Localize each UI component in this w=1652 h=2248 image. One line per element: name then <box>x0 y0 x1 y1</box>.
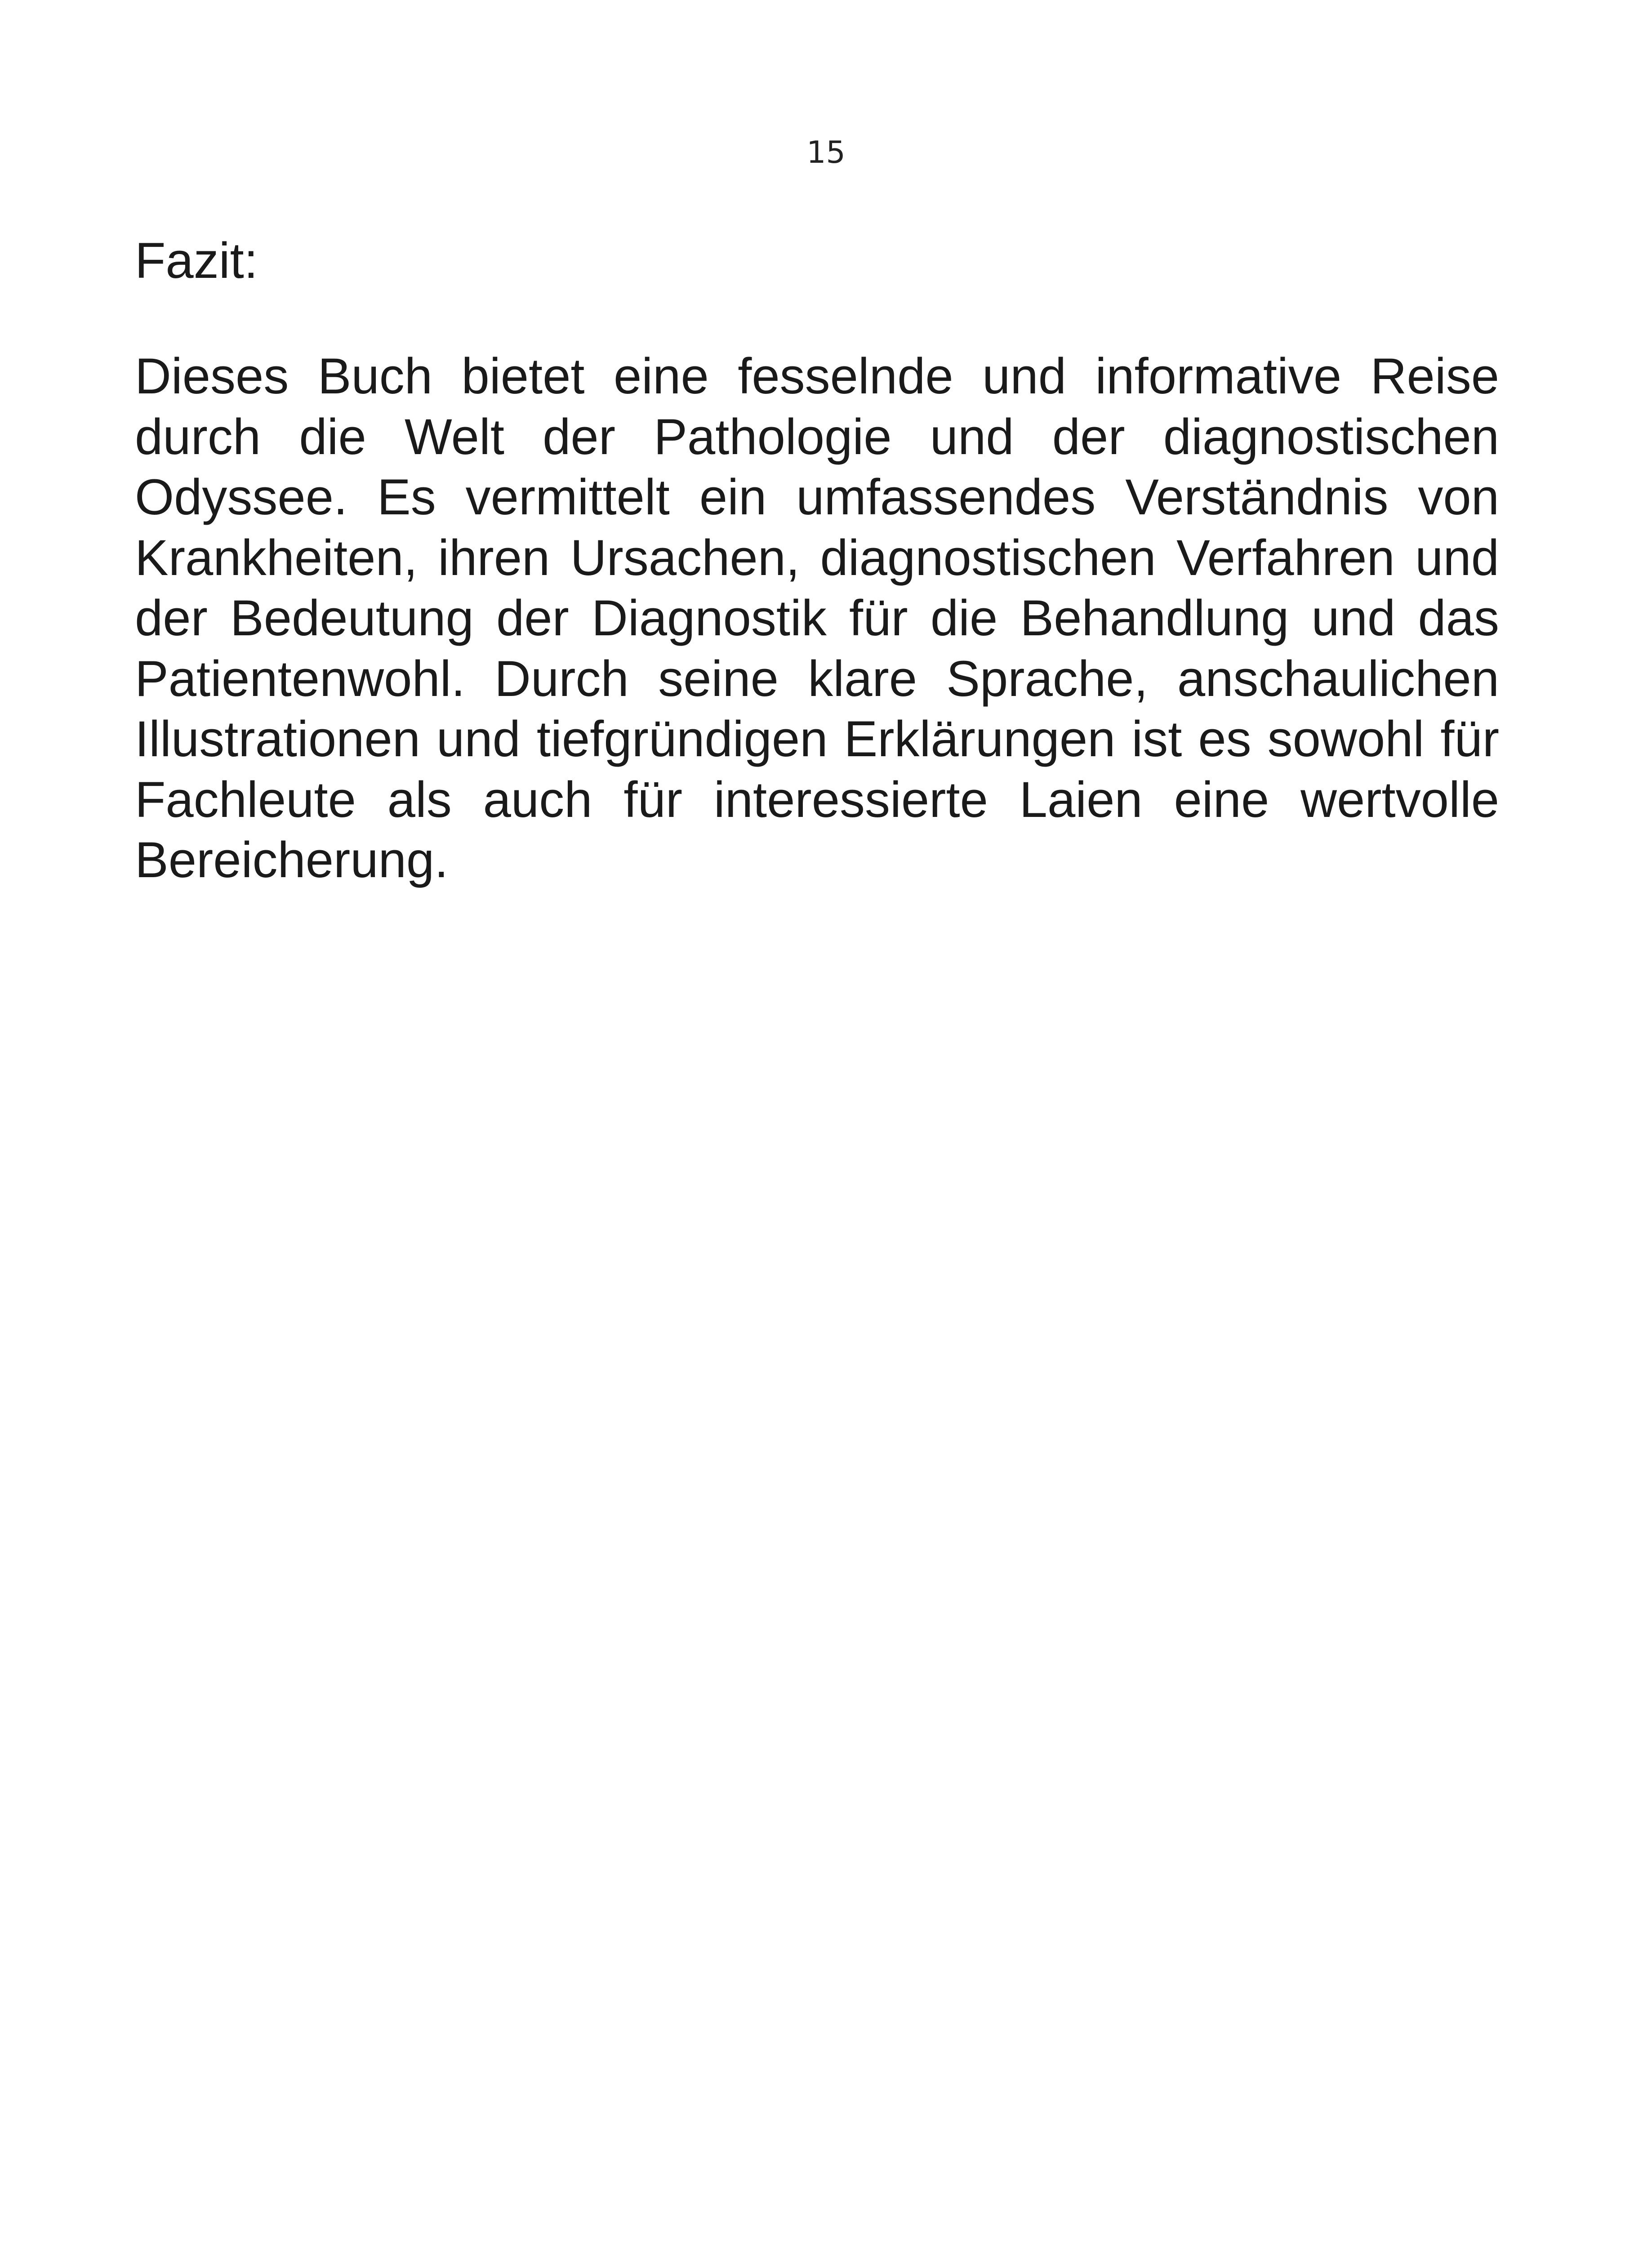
section-heading: Fazit: <box>135 232 258 289</box>
page-number: 15 <box>806 135 846 170</box>
body-paragraph: Dieses Buch bietet eine fesselnde und informative Reise durch die Welt der Pathologie und der diagnostischen Odyssee. Es vermittelt ein umfassendes Verständnis von Krankheiten, ihren Ursachen, diagnostischen Verfahren und der Bedeutung der Diagnostik für die Behandlung und das Patientenwohl. Durch seine klare Sprache, anschaulichen Illustrationen und tiefgründigen Erklärungen ist es sowohl für Fachleute als auch für interessierte Laien eine wertvolle Bereicherung. <box>135 348 1499 888</box>
